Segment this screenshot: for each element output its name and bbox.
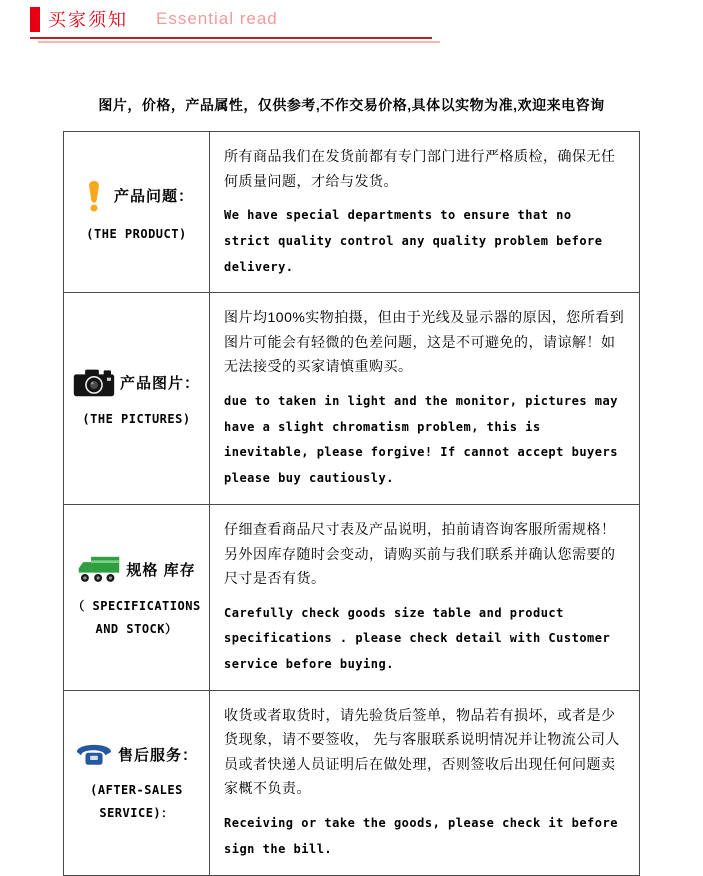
page-subtitle: Essential read: [156, 9, 278, 28]
table-row: [64, 292, 639, 504]
header-accent-bar: [30, 7, 40, 32]
telephone-icon: [75, 740, 113, 769]
row-text-cn: 图片均100%实物拍摄，但由于光线及显示器的原因，您所看到图片可能会有轻微的色差问题，这是不可避免的，请谅解！如无法接受的买家请慎重购买。: [224, 309, 625, 375]
row-text-en: Receiving or take the goods, please check it before sign the bill.: [224, 815, 618, 856]
row-content-cell: [210, 505, 639, 690]
row-label-cn: 规格 库存: [126, 562, 196, 580]
row-text-en: Carefully check goods size table and product specifications . please check detail with Customer service before buying.: [224, 605, 611, 672]
header: [0, 0, 703, 33]
row-content-cell: [210, 691, 639, 875]
table-row: [64, 132, 639, 292]
row-label-cn: 售后服务：: [117, 747, 198, 765]
row-text-cn: 收货或者取货时，请先验货后签单，物品若有损坏，或者是少货现象，请不要签收， 先与客服联系说明情况并让物流公司人员或者快递人员证明后在做处理，否则签收后出现任何问题卖家概不负责。: [224, 706, 620, 797]
row-label-en: （ SPECIFICATIONS AND STOCK）: [72, 598, 201, 636]
header-underline-dark: [30, 37, 432, 39]
row-text-en: We have special departments to ensure that no strict quality control any quality problem before delivery.: [224, 208, 603, 274]
row-label-cn: 产品问题：: [113, 188, 194, 206]
row-content-cell: [210, 132, 639, 292]
truck-icon: [77, 555, 121, 585]
row-text-cn: 所有商品我们在发货前都有专门部门进行严格质检，确保无任何质量问题，才给与发货。: [224, 148, 616, 189]
buyer-notice-table: [63, 131, 640, 876]
row-label-cn: 产品图片：: [119, 374, 200, 392]
row-label-cell: [64, 132, 210, 292]
row-label-cell: [64, 293, 210, 504]
alert-icon: [79, 179, 109, 213]
row-label-en: (THE PRODUCT): [86, 226, 187, 241]
row-content-cell: [210, 293, 639, 504]
row-label-en: (THE PICTURES): [82, 411, 191, 426]
table-row: [64, 504, 639, 690]
header-underline-light: [38, 41, 440, 43]
table-row: [64, 690, 639, 875]
row-label-en: (AFTER-SALES SERVICE)：: [90, 783, 183, 821]
camera-icon: [73, 367, 115, 398]
disclaimer-text: 图片，价格，产品属性，仅供参考,不作交易价格,具体以实物为准,欢迎来电咨询: [98, 97, 605, 113]
row-label-cell: [64, 505, 210, 690]
row-label-cell: [64, 691, 210, 875]
page-title: 买家须知: [48, 10, 128, 30]
row-text-cn: 仔细查看商品尺寸表及产品说明，拍前请咨询客服所需规格！另外因库存随时会变动，请购买前与我们联系并确认您需要的尺寸是否有货。: [224, 521, 616, 587]
row-text-en: due to taken in light and the monitor, pictures may have a slight chromatism problem, this is inevitable, please forgive! If cannot accept buyers please buy cautiously.: [224, 393, 618, 486]
